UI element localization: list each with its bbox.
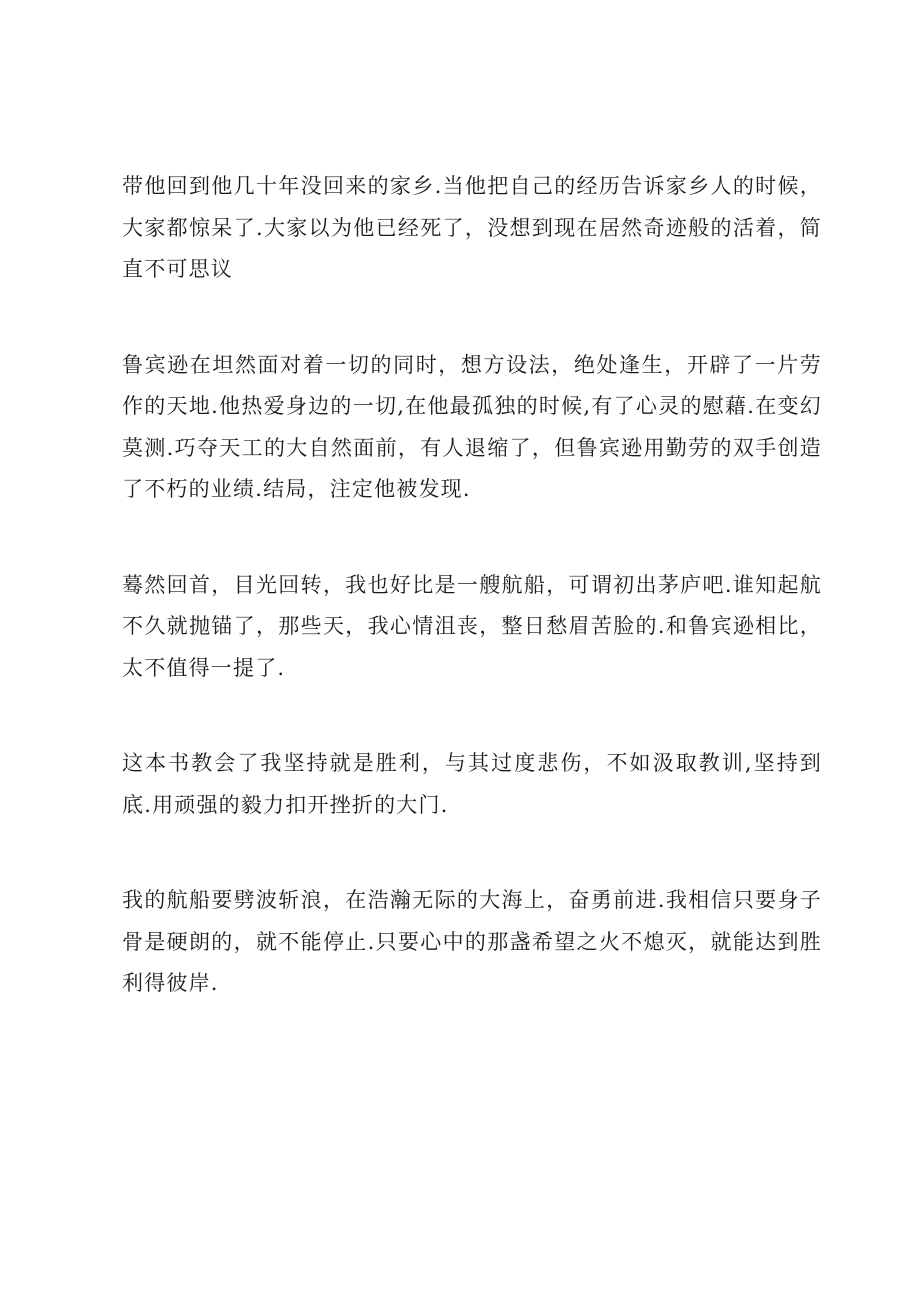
paragraph-1: 带他回到他几十年没回来的家乡.当他把自己的经历告诉家乡人的时候，大家都惊呆了.大家以为他已经死了，没想到现在居然奇迹般的活着，简直不可思议 (122, 174, 822, 281)
paragraph-2: 鲁宾逊在坦然面对着一切的同时，想方设法，绝处逢生，开辟了一片劳作的天地.他热爱身边的一切,在他最孤独的时候,有了心灵的慰藉.在变幻莫测.巧夺天工的大自然面前，有人退缩了，但鲁宾逊用勤劳的双手创造了不朽的业绩.结局，注定他被发现. (122, 352, 822, 501)
paragraph-3: 蓦然回首，目光回转，我也好比是一艘航船，可谓初出茅庐吧.谁知起航不久就抛锚了，那些天，我心情沮丧，整日愁眉苦脸的.和鲁宾逊相比，太不值得一提了. (122, 572, 822, 680)
paragraph-5: 我的航船要劈波斩浪，在浩瀚无际的大海上，奋勇前进.我相信只要身子骨是硬朗的，就不能停止.只要心中的那盏希望之火不熄灭，就能达到胜利得彼岸. (122, 888, 822, 995)
paragraph-4: 这本书教会了我坚持就是胜利，与其过度悲伤，不如汲取教训,坚持到底.用顽强的毅力扣开挫折的大门. (122, 751, 822, 817)
document-body (122, 166, 822, 1059)
